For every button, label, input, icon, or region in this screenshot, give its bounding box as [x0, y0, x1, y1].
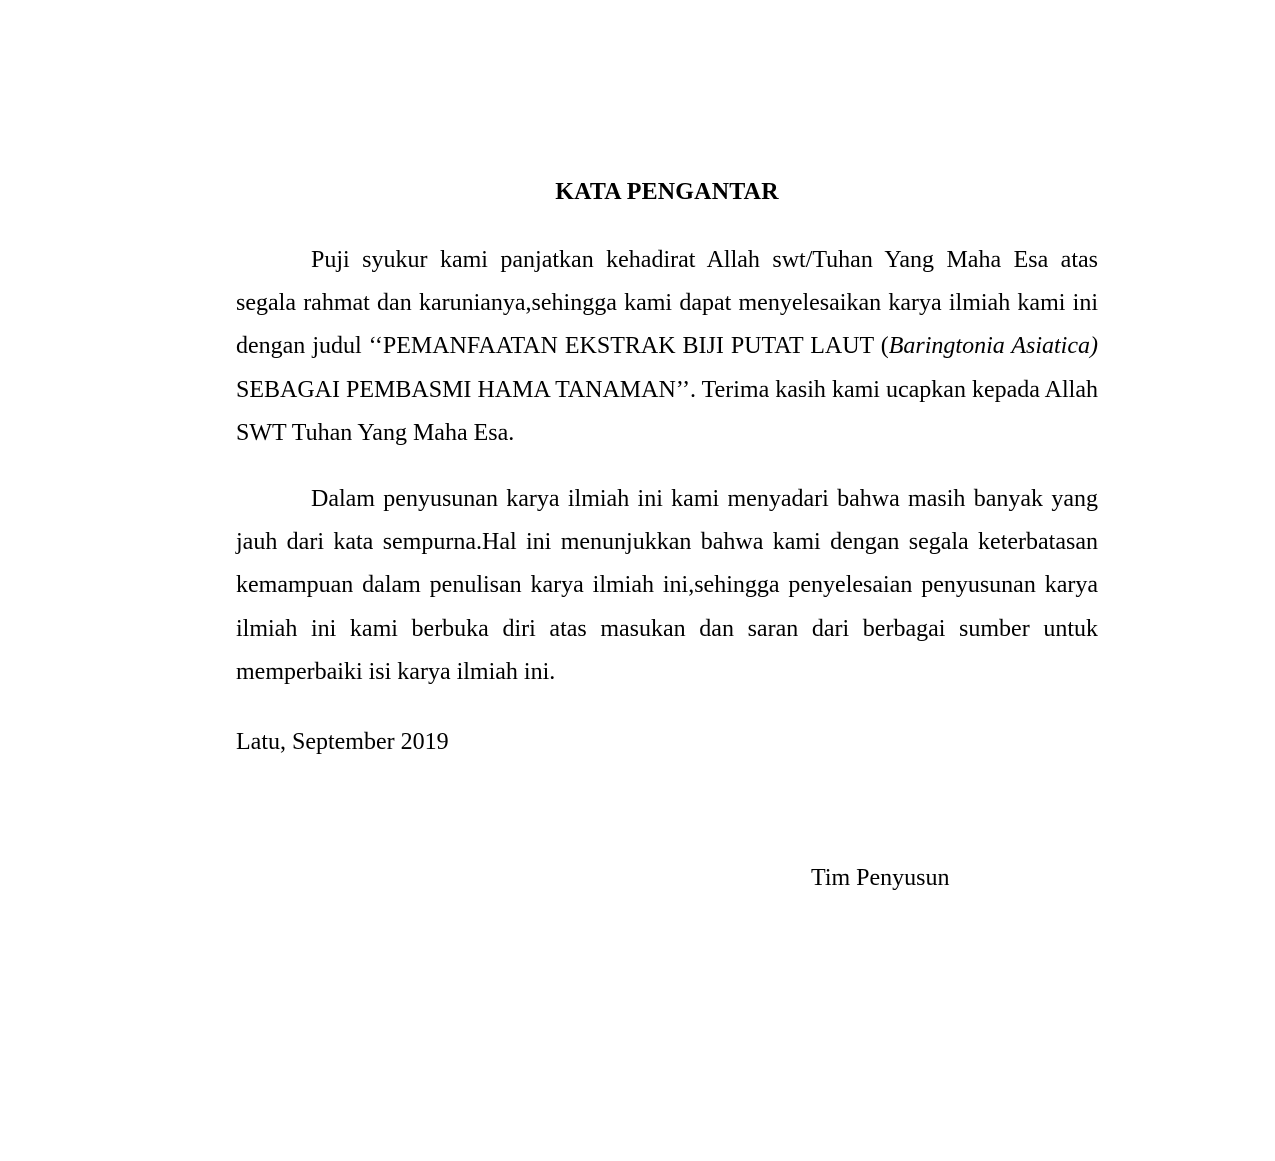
page-title: KATA PENGANTAR: [555, 179, 779, 205]
paragraph-2: Dalam penyusunan karya ilmiah ini kami menyadari bahwa masih banyak yang jauh dari kata sempurna.Hal ini menunjukkan bahwa kami dengan segala keterbatasan kemampuan dalam penulisan karya ilmiah ini,sehingga penyelesaian penyusunan karya ilmiah ini kami berbuka diri atas masukan dan saran dari berbagai sumber untuk memperbaiki isi karya ilmiah ini.: [236, 486, 1098, 685]
paragraph-1-text-start: Puji syukur kami panjatkan kehadirat Allah swt/Tuhan Yang Maha Esa atas segala rahmat dan karunianya,sehingga kami dapat menyelesaikan karya ilmiah kami ini dengan judul ‘‘PEMANFAATAN EKSTRAK BIJI PUTAT LAUT (: [236, 247, 1098, 360]
paragraph-1: [236, 239, 1098, 455]
place-date: Latu, September 2019: [236, 729, 449, 755]
paragraph-1-text-end: SEBAGAI PEMBASMI HAMA TANAMAN’’. Terima kasih kami ucapkan kepada Allah SWT Tuhan Yang Maha Esa.: [236, 376, 1098, 446]
paragraph-1-species-name: Baringtonia Asiatica): [888, 333, 1098, 360]
signature-team: Tim Penyusun: [811, 865, 950, 891]
